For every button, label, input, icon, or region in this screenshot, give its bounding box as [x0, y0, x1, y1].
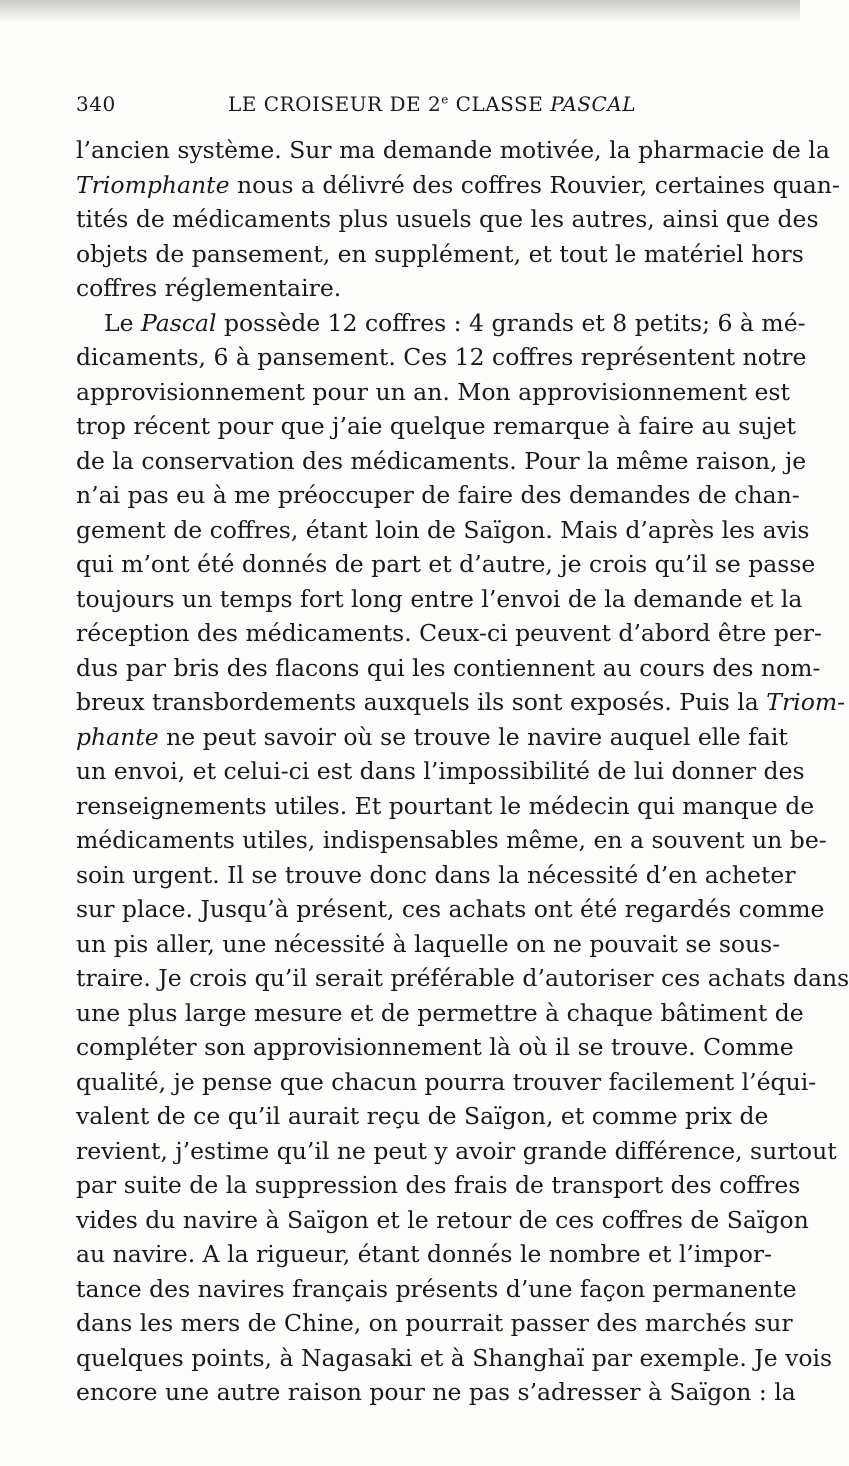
title-ship-name: PASCAL	[550, 92, 636, 116]
text-line	[76, 996, 804, 1031]
text-line	[76, 1341, 833, 1376]
text-line	[76, 651, 821, 686]
text-line	[76, 237, 804, 272]
running-title	[228, 92, 636, 116]
line-text: réception des médicaments. Ceux-ci peuvent d’abord être per-	[76, 619, 822, 647]
text-line	[76, 1099, 768, 1134]
line-text: traire. Je crois qu’il serait préférable d’autoriser ces achats dans	[76, 964, 849, 992]
text-line	[76, 168, 840, 203]
text-line	[76, 582, 803, 617]
text-line	[76, 444, 807, 479]
text-line	[76, 823, 827, 858]
text-line	[76, 513, 810, 548]
italic-text: phante	[76, 722, 159, 751]
line-text: médicaments utiles, indispensables même, en a souvent un be-	[76, 826, 827, 854]
line-text: par suite de la suppression des frais de transport des coffres	[76, 1171, 801, 1199]
text-line	[76, 927, 781, 962]
line-text: possède 12 coffres : 4 grands et 8 petits; 6 à mé-	[216, 308, 806, 337]
line-text: une plus large mesure et de permettre à chaque bâtiment de	[76, 998, 804, 1027]
line-text: Le	[104, 308, 141, 337]
text-line	[76, 1168, 801, 1203]
text-line	[76, 1375, 796, 1410]
line-text: tance des navires français présents d’une façon permanente	[76, 1274, 797, 1303]
line-text: compléter son approvisionnement là où il se trouve. Comme	[76, 1033, 794, 1061]
line-text: breux transbordements auxquels ils sont exposés. Puis la	[76, 688, 767, 716]
line-text: sur place. Jusqu’à présent, ces achats ont été regardés comme	[76, 895, 825, 923]
line-text: encore une autre raison pour ne pas s’adresser à Saïgon : la	[76, 1378, 796, 1406]
line-text: dus par bris des flacons qui les contiennent au cours des nom-	[76, 653, 821, 682]
page-number: 340	[76, 92, 116, 116]
line-text: coffres réglementaire.	[76, 274, 342, 302]
line-text: au navire. A la rigueur, étant donnés le nombre et l’impor-	[76, 1240, 773, 1268]
line-text: dans les mers de Chine, on pourrait passer des marchés sur	[76, 1309, 793, 1337]
text-line	[76, 1065, 817, 1100]
text-line	[76, 616, 822, 651]
text-line	[76, 1030, 794, 1065]
text-line	[76, 1134, 837, 1169]
line-text: objets de pansement, en supplément, et tout le matériel hors	[76, 239, 804, 268]
text-line	[76, 409, 796, 444]
running-header	[76, 86, 768, 120]
text-line	[76, 892, 825, 927]
line-text: vides du navire à Saïgon et le retour de ces coffres de Saïgon	[76, 1205, 809, 1234]
text-line	[76, 375, 790, 410]
text-line	[76, 1237, 773, 1272]
line-text: n’ai pas eu à me préoccuper de faire des demandes de chan-	[76, 481, 800, 509]
text-line	[76, 961, 849, 996]
text-line	[76, 685, 846, 720]
italic-text: Triomphante	[76, 170, 230, 199]
italic-text: Pascal	[140, 308, 217, 337]
title-mid: CLASSE	[448, 92, 551, 116]
line-text: gement de coffres, étant loin de Saïgon. Mais d’après les avis	[76, 515, 810, 544]
text-line	[76, 789, 815, 824]
line-text: tités de médicaments plus usuels que les autres, ainsi que des	[76, 205, 819, 233]
text-line	[76, 754, 805, 789]
line-text: un envoi, et celui-ci est dans l’impossibilité de lui donner des	[76, 757, 805, 785]
line-text: l’ancien système. Sur ma demande motivée, la pharmacie de la	[76, 136, 830, 164]
body-text	[76, 133, 849, 1410]
line-text: approvisionnement pour un an. Mon approvisionnement est	[76, 377, 790, 406]
text-line	[76, 202, 819, 237]
text-line	[76, 306, 806, 341]
text-line	[76, 1306, 793, 1341]
line-text: trop récent pour que j’aie quelque remarque à faire au sujet	[76, 412, 796, 440]
line-text: qualité, je pense que chacun pourra trouver facilement l’équi-	[76, 1067, 817, 1096]
line-text: toujours un temps fort long entre l’envoi de la demande et la	[76, 584, 803, 613]
italic-text: Triom-	[766, 688, 846, 716]
text-line	[76, 720, 788, 755]
text-line	[76, 1203, 809, 1238]
line-text: un pis aller, une nécessité à laquelle on ne pouvait se sous-	[76, 929, 781, 958]
line-text: qui m’ont été donnés de part et d’autre, je crois qu’il se passe	[76, 550, 816, 578]
text-line	[76, 340, 807, 375]
text-line	[76, 133, 830, 168]
text-line	[76, 1272, 797, 1307]
line-text: quelques points, à Nagasaki et à Shanghaï par exemple. Je vois	[76, 1343, 833, 1372]
line-text: renseignements utiles. Et pourtant le médecin qui manque de	[76, 791, 815, 820]
line-text: valent de ce qu’il aurait reçu de Saïgon, et comme prix de	[76, 1102, 769, 1130]
line-text: soin urgent. Il se trouve donc dans la nécessité d’en acheter	[76, 860, 796, 889]
text-line	[76, 858, 796, 893]
text-line	[76, 478, 800, 513]
scan-edge-shadow	[0, 0, 800, 22]
title-prefix: LE CROISEUR DE 2	[228, 92, 442, 116]
line-text: revient, j’estime qu’il ne peut y avoir grande différence, surtout	[76, 1136, 837, 1165]
line-text: dicaments, 6 à pansement. Ces 12 coffres représentent notre	[76, 343, 807, 371]
line-text: nous a délivré des coffres Rouvier, certaines quan-	[229, 170, 840, 199]
line-text: ne peut savoir où se trouve le navire auquel elle fait	[158, 722, 788, 751]
title-superscript: e	[441, 92, 449, 107]
text-line	[76, 547, 816, 582]
line-text: de la conservation des médicaments. Pour la même raison, je	[76, 446, 807, 475]
text-line	[76, 271, 768, 306]
